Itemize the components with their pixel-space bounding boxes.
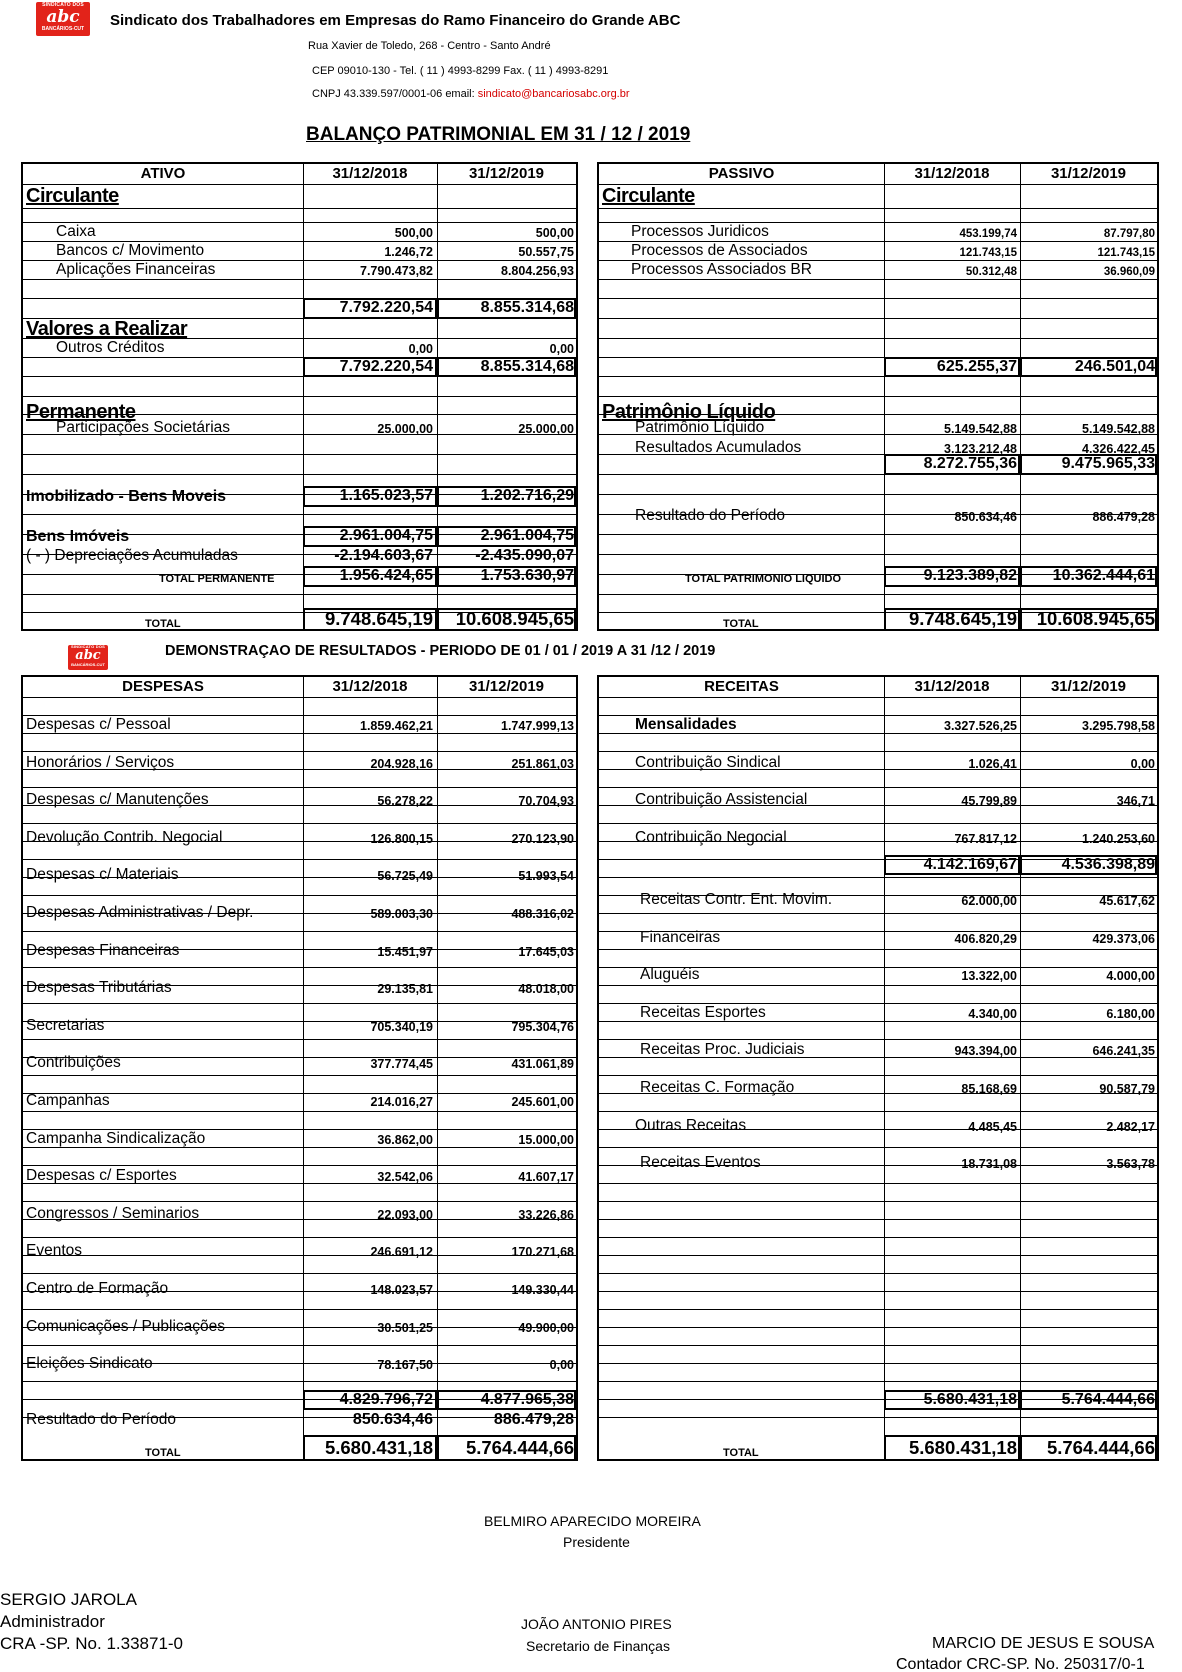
despesa-2019: 48.018,00 <box>518 982 574 997</box>
receita-2019: 4.000,00 <box>1106 969 1155 984</box>
admin-registration: CRA -SP. No. 1.33871-0 <box>0 1634 184 1653</box>
row-res-per-2019: 886.479,28 <box>1092 510 1155 524</box>
row-proc-br-label: Processos Associados BR <box>631 261 812 278</box>
total-despesas-2019: 5.764.444,66 <box>465 1437 574 1458</box>
despesa-2019: 15.000,00 <box>518 1132 574 1147</box>
despesa-label: Eventos <box>26 1242 83 1260</box>
despesa-2018: 15.451,97 <box>377 944 433 959</box>
despesa-2019: 488.316,02 <box>511 907 574 921</box>
despesa-label: Honorários / Serviços <box>26 753 175 771</box>
col-2019: 31/12/2019 <box>1050 165 1127 182</box>
despesa-2018: 30.501,25 <box>377 1320 433 1335</box>
passivo-table <box>597 162 1159 631</box>
despesa-2019: 0,00 <box>549 1358 574 1373</box>
row-imoveis-label: Bens Imóveis <box>26 528 130 545</box>
despesa-2018: 204.928,16 <box>370 756 433 771</box>
row-res-per-label: Resultado do Período <box>635 507 785 524</box>
receita-2018: 62.000,00 <box>961 894 1017 908</box>
despesa-label: Campanha Sindicalização <box>26 1129 206 1147</box>
receita-label: Receitas C. Formação <box>640 1079 795 1096</box>
receita-label: Aluguéis <box>640 966 700 984</box>
despesa-2018: 29.135,81 <box>377 982 433 997</box>
admin-name: SERGIO JAROLA <box>0 1590 137 1609</box>
president-name: BELMIRO APARECIDO MOREIRA <box>484 1513 701 1529</box>
despesa-2018: 377.774,45 <box>370 1057 433 1072</box>
receitas-table <box>597 675 1159 1461</box>
row-pl-label: Patrimônio Líquido <box>635 419 765 436</box>
receita-label: Contribuição Sindical <box>635 753 781 771</box>
address-line: Rua Xavier de Toledo, 268 - Centro - Santo André <box>308 40 551 52</box>
accountant-registration: Contador CRC-SP. No. 250317/0-1 <box>896 1656 1145 1672</box>
despesa-2019: 170.271,68 <box>511 1245 574 1260</box>
row-bancos-2018: 1.246,72 <box>384 245 433 259</box>
despesas-table <box>21 675 578 1461</box>
row-proc-assoc-label: Processos de Associados <box>631 242 808 259</box>
resultado-periodo-label: Resultado do Período <box>26 1411 176 1428</box>
total-permanente-2018: 1.956.424,65 <box>339 567 433 584</box>
total-despesas-2018: 5.680.431,18 <box>324 1437 433 1458</box>
section-permanente: Permanente <box>26 401 136 423</box>
col-2019: 31/12/2019 <box>468 678 545 695</box>
row-pl-2018: 5.149.542,88 <box>944 422 1017 436</box>
col-2018: 31/12/2018 <box>914 678 990 695</box>
despesa-label: Eleições Sindicato <box>26 1355 153 1373</box>
col-despesas: DESPESAS <box>122 678 204 695</box>
receita-label: Mensalidades <box>635 716 737 733</box>
receita-2018: 767.817,12 <box>954 831 1017 846</box>
total-pl-label: TOTAL PATRIMONIO LIQUIDO <box>685 573 842 585</box>
receita-2018: 1.026,41 <box>968 756 1017 771</box>
row-bancos-label: Bancos c/ Movimento <box>56 242 205 259</box>
row-imob-2018: 1.165.023,57 <box>339 487 433 504</box>
despesa-2018: 32.542,06 <box>377 1170 433 1185</box>
receita-2019: 0,00 <box>1130 756 1155 771</box>
row-proc-jur-label: Processos Juridicos <box>631 223 769 240</box>
receita-label: Receitas Eventos <box>640 1154 761 1172</box>
despesa-2019: 245.601,00 <box>511 1095 574 1109</box>
section-circulante: Circulante <box>26 185 119 207</box>
section-pl: Patrimônio Líquido <box>602 401 776 423</box>
receita-2018: 4.485,45 <box>968 1119 1017 1134</box>
president-role: Presidente <box>563 1534 630 1550</box>
union-logo-small: SINDICATO DOS abc BANCÁRIOS-CUT <box>68 645 108 670</box>
receitas-subtotal-2019: 4.536.398,89 <box>1061 856 1155 873</box>
finance-role: Secretario de Finanças <box>526 1638 670 1654</box>
accountant-name: MARCIO DE JESUS E SOUSA <box>932 1635 1155 1652</box>
admin-role: Administrador <box>0 1612 105 1631</box>
despesa-2018: 126.800,15 <box>370 831 433 846</box>
despesa-label: Despesas Administrativas / Depr. <box>26 904 254 921</box>
despesa-2018: 246.691,12 <box>370 1245 433 1260</box>
despesa-2019: 33.226,86 <box>518 1207 574 1222</box>
total-passivo-2019: 10.608.945,65 <box>1036 608 1155 629</box>
total-ativo-2018: 9.748.645,19 <box>324 608 433 629</box>
row-particip-label: Participações Societárias <box>56 419 231 436</box>
despesa-2019: 795.304,76 <box>511 1019 574 1034</box>
receita-2018: 85.168,69 <box>961 1082 1017 1096</box>
despesa-label: Devolução Contrib. Negocial <box>26 828 223 846</box>
row-proc-assoc-2019: 121.743,15 <box>1097 247 1155 259</box>
row-deprec-label: ( - ) Depreciações Acumuladas <box>26 547 238 564</box>
row-proc-br-2019: 36.960,09 <box>1103 266 1155 278</box>
total-receitas-2018: 5.680.431,18 <box>908 1437 1017 1458</box>
row-proc-jur-2018: 453.199,74 <box>959 228 1017 240</box>
row-imoveis-2018: 2.961.004,75 <box>339 527 433 544</box>
receita-2019: 2.482,17 <box>1106 1119 1155 1134</box>
col-2018: 31/12/2018 <box>332 678 408 695</box>
row-particip-2018: 25.000,00 <box>377 422 433 436</box>
row-outros-2019: 0,00 <box>549 342 574 356</box>
despesa-2018: 56.278,22 <box>377 794 433 809</box>
despesa-label: Secretarias <box>26 1016 105 1034</box>
despesa-2019: 70.704,93 <box>518 794 574 809</box>
despesa-2018: 214.016,27 <box>370 1095 433 1109</box>
row-proc-br-2018: 50.312,48 <box>965 266 1017 278</box>
despesa-2018: 1.859.462,21 <box>360 719 433 733</box>
row-res-acum-2018: 3.123.212,48 <box>944 442 1017 456</box>
despesa-label: Despesas c/ Pessoal <box>26 716 171 733</box>
passivo-subtotal-2019: 246.501,04 <box>1074 358 1155 375</box>
despesa-label: Centro de Formação <box>26 1280 169 1297</box>
total-receitas-2019: 5.764.444,66 <box>1046 1437 1155 1458</box>
row-bancos-2019: 50.557,75 <box>518 245 574 259</box>
receita-label: Contribuição Assistencial <box>635 791 808 809</box>
resultado-periodo-2019: 886.479,28 <box>493 1411 574 1428</box>
row-proc-assoc-2018: 121.743,15 <box>959 247 1017 259</box>
despesa-label: Contribuições <box>26 1054 121 1072</box>
receita-2018: 406.820,29 <box>954 931 1017 946</box>
receita-2018: 45.799,89 <box>961 794 1017 809</box>
total-ativo-2019: 10.608.945,65 <box>455 608 574 629</box>
row-res-per-2018: 850.634,46 <box>954 510 1017 524</box>
total-pl-2019: 10.362.444,61 <box>1052 567 1155 584</box>
total-receitas-label: TOTAL <box>723 1447 759 1459</box>
receita-label: Receitas Esportes <box>640 1003 766 1021</box>
col-receitas: RECEITAS <box>704 678 779 695</box>
despesa-2019: 51.993,54 <box>518 869 574 884</box>
row-caixa-label: Caixa <box>56 223 96 240</box>
receita-2019: 646.241,35 <box>1092 1044 1155 1059</box>
row-deprec-2019: -2.435.090,07 <box>475 547 574 564</box>
receita-label: Financeiras <box>640 928 721 946</box>
despesa-label: Despesas c/ Esportes <box>26 1167 177 1185</box>
receita-2019: 3.295.798,58 <box>1082 719 1155 733</box>
row-aplic-label: Aplicações Financeiras <box>56 261 216 278</box>
receita-2019: 90.587,79 <box>1099 1082 1155 1096</box>
total-ativo-label: TOTAL <box>145 618 181 630</box>
despesa-2019: 41.607,17 <box>518 1170 574 1185</box>
receitas-total-sub-2019: 5.764.444,66 <box>1061 1391 1155 1408</box>
receita-2019: 346,71 <box>1116 794 1155 809</box>
row-deprec-2018: -2.194.603,67 <box>334 547 433 564</box>
col-2018: 31/12/2018 <box>914 165 990 182</box>
finance-name: JOÃO ANTONIO PIRES <box>521 1616 672 1632</box>
row-imob-2019: 1.202.716,29 <box>480 487 574 504</box>
receita-2018: 13.322,00 <box>961 969 1017 984</box>
receita-2019: 429.373,06 <box>1092 931 1155 946</box>
circ-subtotal-2018: 7.792.220,54 <box>339 299 433 316</box>
receita-label: Outras Receitas <box>635 1116 747 1134</box>
section-valores: Valores a Realizar <box>26 318 188 340</box>
despesa-2019: 49.900,00 <box>518 1320 574 1335</box>
despesa-label: Despesas Tributárias <box>26 979 172 997</box>
despesa-label: Congressos / Seminarios <box>26 1204 200 1222</box>
despesa-2018: 78.167,50 <box>377 1358 433 1373</box>
pl-subtotal-2018: 8.272.755,36 <box>923 455 1017 472</box>
row-caixa-2018: 500,00 <box>394 226 433 240</box>
contact-line: CEP 09010-130 - Tel. ( 11 ) 4993-8299 Fax. ( 11 ) 4993-8291 <box>312 65 609 77</box>
row-caixa-2019: 500,00 <box>535 226 574 240</box>
total-passivo-2018: 9.748.645,19 <box>908 608 1017 629</box>
total-permanente-label: TOTAL PERMANENTE <box>159 573 275 585</box>
row-aplic-2019: 8.804.256,93 <box>501 264 574 278</box>
receita-2018: 18.731,08 <box>961 1157 1017 1172</box>
col-2019: 31/12/2019 <box>1050 678 1127 695</box>
receita-2019: 3.563,78 <box>1106 1157 1155 1172</box>
row-res-acum-label: Resultados Acumulados <box>635 439 802 456</box>
cnpj-line <box>312 88 630 100</box>
row-res-acum-2019: 4.326.422,45 <box>1082 442 1155 456</box>
receita-label: Receitas Contr. Ent. Movim. <box>640 891 833 908</box>
despesa-2019: 1.747.999,13 <box>501 719 574 733</box>
passivo-subtotal-2018: 625.255,37 <box>936 358 1017 375</box>
pl-subtotal-2019: 9.475.965,33 <box>1061 455 1155 472</box>
valores-subtotal-2018: 7.792.220,54 <box>339 358 433 375</box>
row-outros-2018: 0,00 <box>408 342 433 356</box>
circ-subtotal-2019: 8.855.314,68 <box>480 299 574 316</box>
union-logo: SINDICATO DOS abc BANCÁRIOS-CUT <box>36 2 90 36</box>
receita-label: Contribuição Negocial <box>635 828 787 846</box>
despesa-2018: 589.003,30 <box>370 907 433 921</box>
total-pl-2018: 9.123.389,82 <box>923 567 1017 584</box>
despesa-label: Despesas c/ Materiais <box>26 866 179 884</box>
despesa-label: Despesas c/ Manutenções <box>26 791 209 809</box>
dre-title: DEMONSTRAÇAO DE RESULTADOS - PERIODO DE 01 / 01 / 2019 A 31 /12 / 2019 <box>165 643 716 659</box>
col-ativo: ATIVO <box>140 165 186 182</box>
receita-2019: 1.240.253,60 <box>1082 831 1155 846</box>
receita-label: Receitas Proc. Judiciais <box>640 1041 805 1059</box>
col-2019: 31/12/2019 <box>468 165 545 182</box>
despesa-2018: 56.725,49 <box>377 869 433 884</box>
despesas-subtotal-2018: 4.829.796,72 <box>339 1391 433 1408</box>
row-aplic-2018: 7.790.473,82 <box>360 264 433 278</box>
row-pl-2019: 5.149.542,88 <box>1082 422 1155 436</box>
row-imob-label: Imobilizado - Bens Moveis <box>26 488 227 505</box>
despesa-label: Despesas Financeiras <box>26 941 180 959</box>
despesa-2019: 431.061,89 <box>511 1057 574 1072</box>
despesa-label: Comunicações / Publicações <box>26 1317 226 1335</box>
col-passivo: PASSIVO <box>708 165 775 182</box>
despesa-2018: 148.023,57 <box>370 1283 433 1297</box>
despesa-2018: 22.093,00 <box>377 1207 433 1222</box>
receita-2018: 943.394,00 <box>954 1044 1017 1059</box>
receita-2019: 6.180,00 <box>1106 1006 1155 1021</box>
row-outros-label: Outros Créditos <box>56 339 165 356</box>
receitas-total-sub-2018: 5.680.431,18 <box>923 1391 1017 1408</box>
despesa-2019: 270.123,90 <box>511 831 574 846</box>
despesa-2019: 17.645,03 <box>518 944 574 959</box>
organization-name: Sindicato dos Trabalhadores em Empresas do Ramo Financeiro do Grande ABC <box>110 12 681 29</box>
total-despesas-label: TOTAL <box>145 1447 181 1459</box>
despesa-2018: 36.862,00 <box>377 1132 433 1147</box>
despesa-2019: 251.861,03 <box>511 756 574 771</box>
total-permanente-2019: 1.753.630,97 <box>480 567 574 584</box>
row-proc-jur-2019: 87.797,80 <box>1103 228 1155 240</box>
row-particip-2019: 25.000,00 <box>518 422 574 436</box>
total-passivo-label: TOTAL <box>723 618 759 630</box>
receitas-subtotal-2018: 4.142.169,67 <box>923 856 1017 873</box>
despesa-2018: 705.340,19 <box>370 1019 433 1034</box>
ativo-table <box>21 162 578 631</box>
row-imoveis-2019: 2.961.004,75 <box>480 527 574 544</box>
despesas-subtotal-2019: 4.877.965,38 <box>480 1391 574 1408</box>
despesa-label: Campanhas <box>26 1092 110 1109</box>
receita-2019: 45.617,62 <box>1099 894 1155 908</box>
receita-2018: 4.340,00 <box>968 1006 1017 1021</box>
balance-title: BALANÇO PATRIMONIAL EM 31 / 12 / 2019 <box>306 124 691 145</box>
receita-2018: 3.327.526,25 <box>944 719 1017 733</box>
section-circulante-passivo: Circulante <box>602 185 695 207</box>
valores-subtotal-2019: 8.855.314,68 <box>480 358 574 375</box>
email-link[interactable]: sindicato@bancariosabc.org.br <box>477 88 630 100</box>
cnpj-text: CNPJ 43.339.597/0001-06 email: <box>312 88 478 100</box>
col-2018: 31/12/2018 <box>332 165 408 182</box>
despesa-2019: 149.330,44 <box>511 1283 574 1297</box>
resultado-periodo-2018: 850.634,46 <box>352 1411 433 1428</box>
